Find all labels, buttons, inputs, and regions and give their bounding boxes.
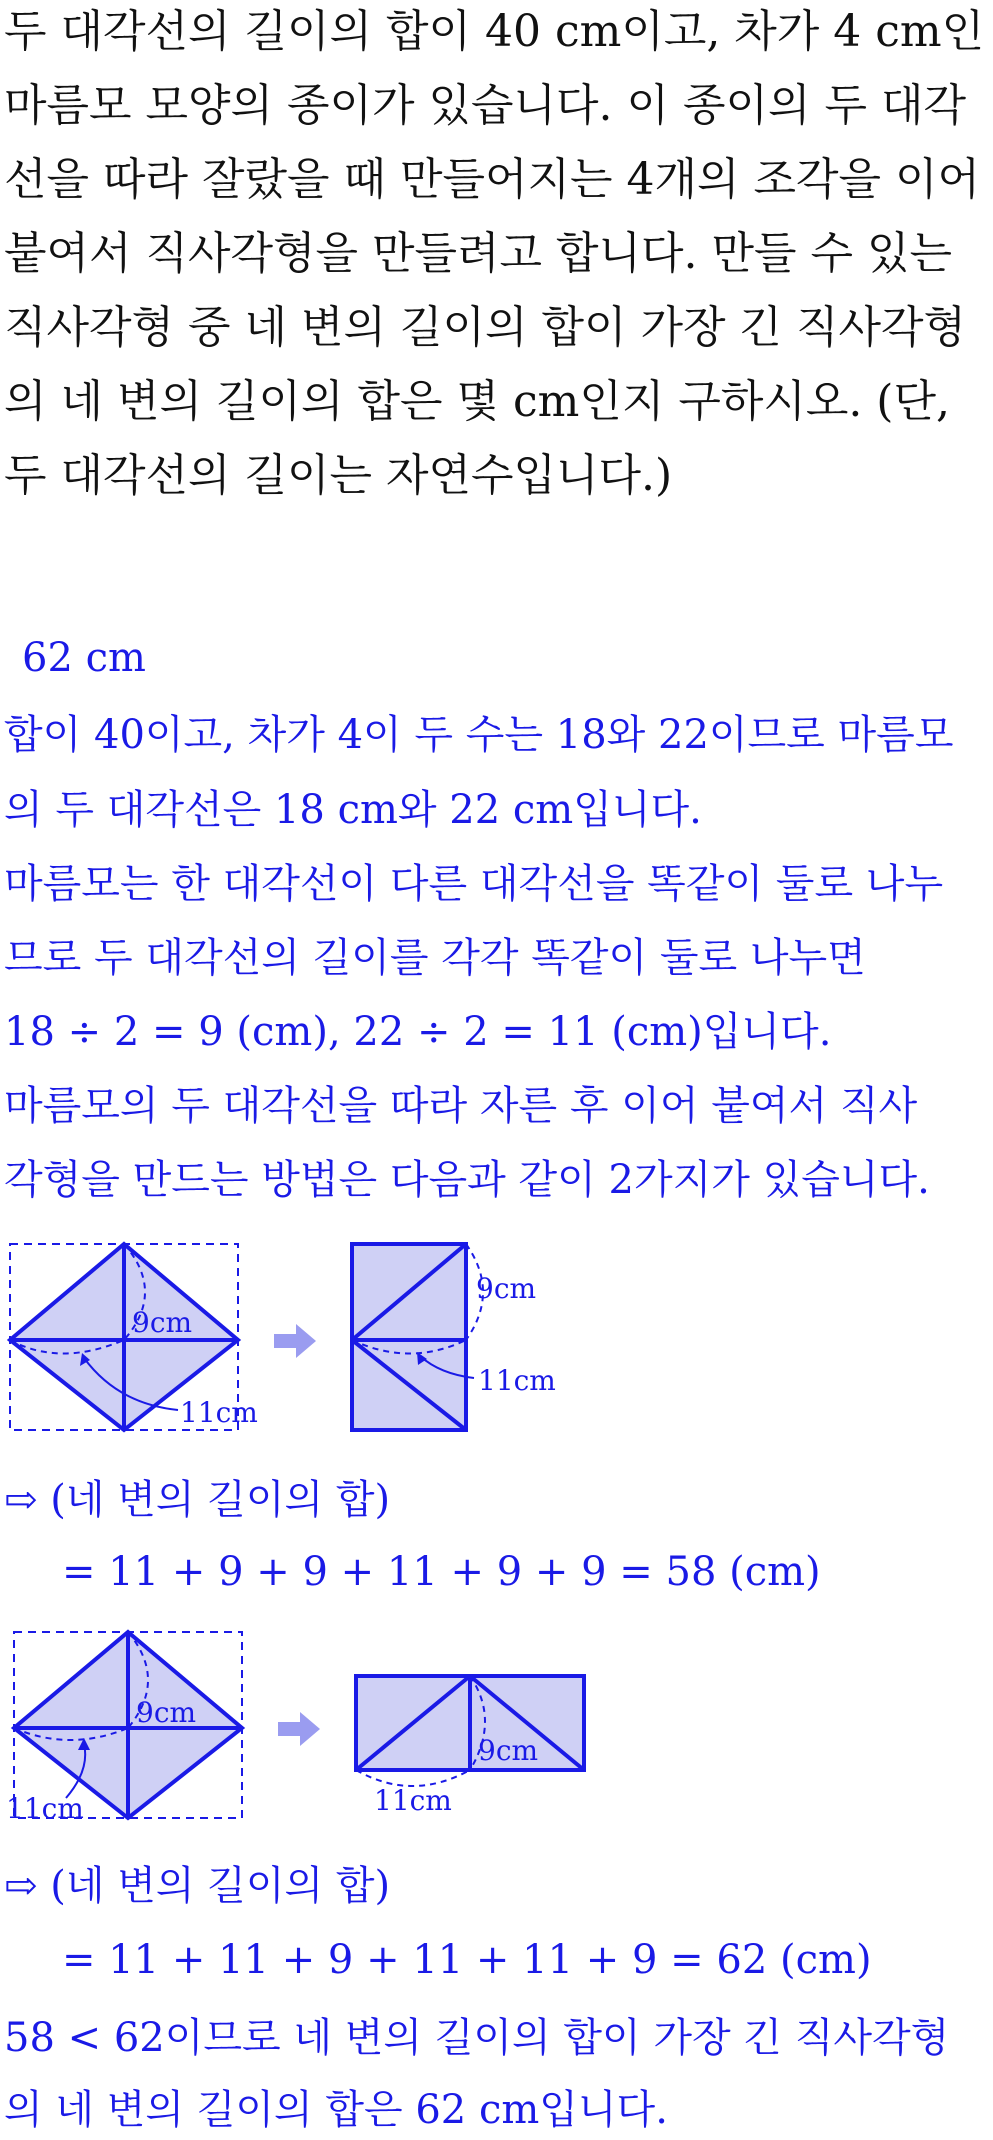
solution-line: 므로 두 대각선의 길이를 각각 똑같이 둘로 나누면 (4, 935, 866, 981)
label-11cm: 11cm (180, 1396, 258, 1429)
solution-line: 합이 40이고, 차가 4이 두 수는 18와 22이므로 마름모 (4, 712, 954, 758)
problem-line: 의 네 변의 길이의 합은 몇 cm인지 구하시오. (단, (4, 376, 950, 427)
figure-method-1 (0, 1232, 600, 1442)
solution-line: 각형을 만드는 방법은 다음과 같이 2가지가 있습니다. (4, 1157, 930, 1203)
sum1-calc: = 11 + 9 + 9 + 11 + 9 + 9 = 58 (cm) (62, 1549, 821, 1595)
conclusion-line: 58 < 62이므로 네 변의 길이의 합이 가장 긴 직사각형 (4, 2015, 950, 2061)
problem-line: 두 대각선의 길이의 합이 40 cm이고, 차가 4 cm인 (4, 6, 985, 57)
problem-line: 두 대각선의 길이는 자연수입니다.) (4, 450, 673, 501)
result-rectangle (352, 1244, 466, 1430)
arrow-right-icon (278, 1712, 320, 1746)
solution-line: 18 ÷ 2 = 9 (cm), 22 ÷ 2 = 11 (cm)입니다. (4, 1009, 832, 1055)
answer: 62 cm (22, 635, 146, 681)
solution-line: 마름모의 두 대각선을 따라 자른 후 이어 붙여서 직사 (4, 1083, 918, 1129)
conclusion-line: 의 네 변의 길이의 합은 62 cm입니다. (4, 2087, 668, 2133)
sum1-label: ⇨ (네 변의 길이의 합) (4, 1477, 391, 1523)
label-11cm-result: 11cm (478, 1364, 556, 1397)
sum2-label: ⇨ (네 변의 길이의 합) (4, 1863, 391, 1909)
label-11cm: 11cm (6, 1792, 84, 1825)
solution-line: 의 두 대각선은 18 cm와 22 cm입니다. (4, 787, 702, 833)
problem-line: 붙여서 직사각형을 만들려고 합니다. 만들 수 있는 (4, 228, 952, 279)
label-11cm-result: 11cm (374, 1784, 452, 1817)
problem-line: 선을 따라 잘랐을 때 만들어지는 4개의 조각을 이어 (4, 154, 980, 205)
problem-line: 직사각형 중 네 변의 길이의 합이 가장 긴 직사각형 (4, 302, 966, 353)
label-9cm: 9cm (136, 1696, 197, 1729)
label-9cm-result: 9cm (476, 1272, 537, 1305)
problem-line: 마름모 모양의 종이가 있습니다. 이 종이의 두 대각 (4, 80, 966, 131)
sum2-calc: = 11 + 11 + 9 + 11 + 11 + 9 = 62 (cm) (62, 1937, 872, 1983)
label-9cm: 9cm (132, 1306, 193, 1339)
figure-method-2 (0, 1620, 600, 1840)
solution-line: 마름모는 한 대각선이 다른 대각선을 똑같이 둘로 나누 (4, 861, 944, 907)
label-9cm-result: 9cm (478, 1734, 539, 1767)
arrow-right-icon (274, 1324, 316, 1358)
